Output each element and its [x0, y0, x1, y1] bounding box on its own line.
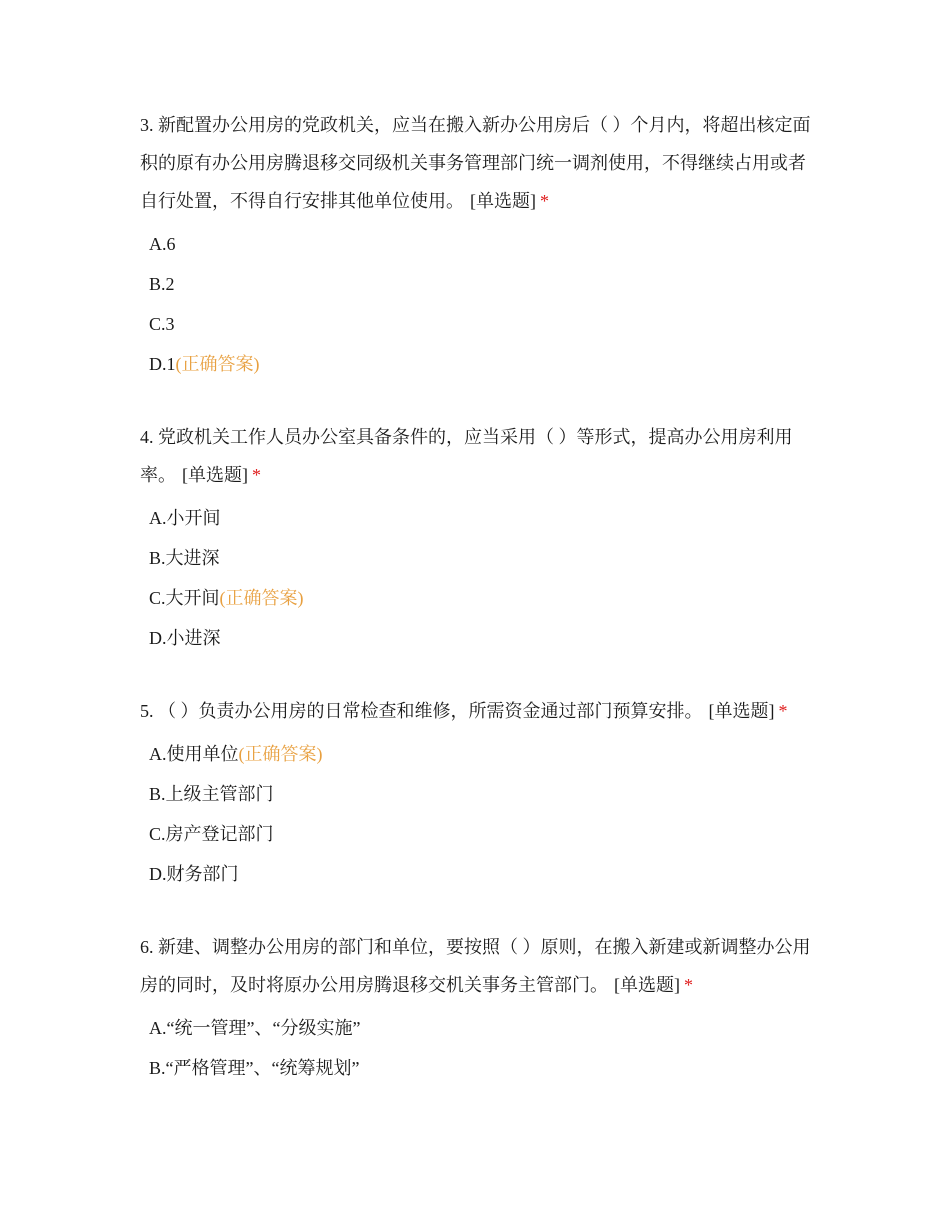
- question-number: 3.: [140, 115, 154, 135]
- option-label: B.2: [149, 274, 175, 294]
- question-text: 党政机关工作人员办公室具备条件的，应当采用（ ）等形式，提高办公用房利用率。: [140, 427, 793, 485]
- question-number: 6.: [140, 937, 154, 957]
- question-6: [140, 928, 820, 1088]
- option-label: D.1: [149, 354, 176, 374]
- option-label: A.“统一管理”、“分级实施”: [149, 1018, 361, 1038]
- required-mark: *: [252, 465, 261, 485]
- correct-answer-tag: (正确答案): [238, 744, 323, 764]
- question-4: [140, 418, 820, 658]
- question-type-label: [单选题]: [708, 701, 775, 721]
- question-number: 4.: [140, 427, 154, 447]
- question-stem: [140, 106, 820, 220]
- option-label: B.大进深: [149, 548, 220, 568]
- option-label: C.大开间: [149, 588, 220, 608]
- required-mark: *: [684, 975, 693, 995]
- question-type-label: [单选题]: [182, 465, 248, 485]
- question-text: （ ）负责办公用房的日常检查和维修，所需资金通过部门预算安排。: [158, 701, 703, 721]
- option-c[interactable]: [140, 578, 820, 618]
- option-label: C.房产登记部门: [149, 824, 274, 844]
- option-a[interactable]: [140, 734, 820, 774]
- correct-answer-tag: (正确答案): [219, 588, 304, 608]
- option-d[interactable]: [140, 618, 820, 658]
- question-number: 5.: [140, 701, 154, 721]
- question-text: 新建、调整办公用房的部门和单位，要按照（ ）原则，在搬入新建或新调整办公用房的同时，及时将原办公用房腾退移交机关事务主管部门。: [140, 937, 811, 995]
- correct-answer-tag: (正确答案): [175, 354, 260, 374]
- option-b[interactable]: [140, 538, 820, 578]
- question-type-label: [单选题]: [470, 191, 536, 211]
- option-b[interactable]: [140, 774, 820, 814]
- option-label: A.使用单位: [149, 744, 239, 764]
- option-label: A.小开间: [149, 508, 221, 528]
- required-mark: *: [778, 701, 788, 721]
- option-label: D.财务部门: [149, 864, 239, 884]
- question-stem: [140, 692, 820, 730]
- required-mark: *: [540, 191, 549, 211]
- option-d[interactable]: [140, 854, 820, 894]
- question-stem: [140, 928, 820, 1004]
- question-text: 新配置办公用房的党政机关，应当在搬入新办公用房后（ ）个月内，将超出核定面积的原有办公用房腾退移交同级机关事务管理部门统一调剂使用，不得继续占用或者自行处置，不得自行安排其他单位使用。: [140, 115, 811, 211]
- option-label: D.小进深: [149, 628, 221, 648]
- option-label: C.3: [149, 314, 175, 334]
- option-b[interactable]: [140, 264, 820, 304]
- question-stem: [140, 418, 820, 494]
- question-3: [140, 106, 820, 384]
- option-label: A.6: [149, 234, 176, 254]
- question-type-label: [单选题]: [614, 975, 680, 995]
- quiz-page: [140, 106, 820, 1122]
- option-label: B.上级主管部门: [149, 784, 274, 804]
- option-c[interactable]: [140, 814, 820, 854]
- option-label: B.“严格管理”、“统筹规划”: [149, 1058, 360, 1078]
- question-5: [140, 692, 820, 894]
- option-c[interactable]: [140, 304, 820, 344]
- option-a[interactable]: [140, 224, 820, 264]
- option-b[interactable]: [140, 1048, 820, 1088]
- option-a[interactable]: [140, 498, 820, 538]
- option-d[interactable]: [140, 344, 820, 384]
- option-a[interactable]: [140, 1008, 820, 1048]
